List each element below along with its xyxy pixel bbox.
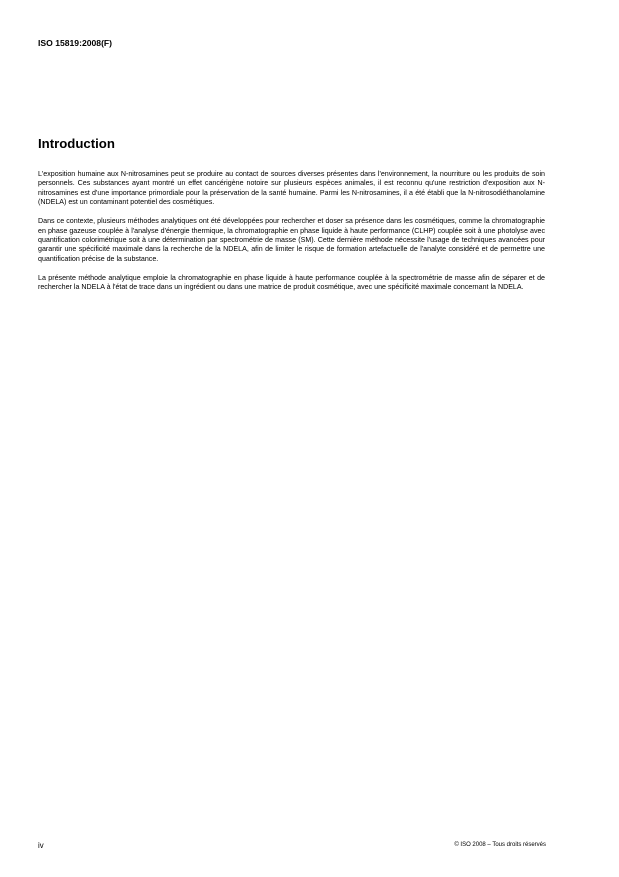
section-title: Introduction: [38, 136, 115, 151]
copyright-notice: © ISO 2008 – Tous droits réservés: [454, 842, 546, 848]
paragraph-1: L'exposition humaine aux N-nitrosamines peut se produire au contact de sources diverses présentes dans l'environnement, la nourriture ou les produits de soin personnels. Ces substances ayant montré un effet cancérigène notoire sur plusieurs espèces animales, il est reconnu qu'une restriction d'exposition aux N-nitrosamines est d'une importance primordiale pour la préservation de la santé humaine. Parmi les N-nitrosamines, il a été établi que la N-nitrosodiéthanolamine (NDELA) est un contaminant potentiel des cosmétiques.: [38, 170, 545, 207]
document-code: ISO 15819:2008(F): [38, 38, 113, 48]
page-number: iv: [38, 841, 44, 850]
paragraph-2: Dans ce contexte, plusieurs méthodes analytiques ont été développées pour rechercher et doser sa présence dans les cosmétiques, comme la chromatographie en phase gazeuse couplée à l'analyse d'énergie thermique, la chromatographie en phase liquide à haute performance (CLHP) couplée soit à une photolyse avec quantification colorimétrique soit à une détermination par spectrométrie de masse (SM). Cette dernière méthode nécessite l'usage de techniques avancées pour garantir une spécificité maximale dans la recherche de la NDELA, afin de limiter le risque de formation artefactuelle de l'analyte considéré et de permettre une quantification précise de la substance.: [38, 217, 545, 263]
paragraph-3: La présente méthode analytique emploie la chromatographie en phase liquide à haute performance couplée à la spectrométrie de masse afin de séparer et de rechercher la NDELA à l'état de trace dans un ingrédient ou dans une matrice de produit cosmétique, avec une spécificité maximale concernant la NDELA.: [38, 273, 545, 292]
section-body: [38, 170, 545, 302]
